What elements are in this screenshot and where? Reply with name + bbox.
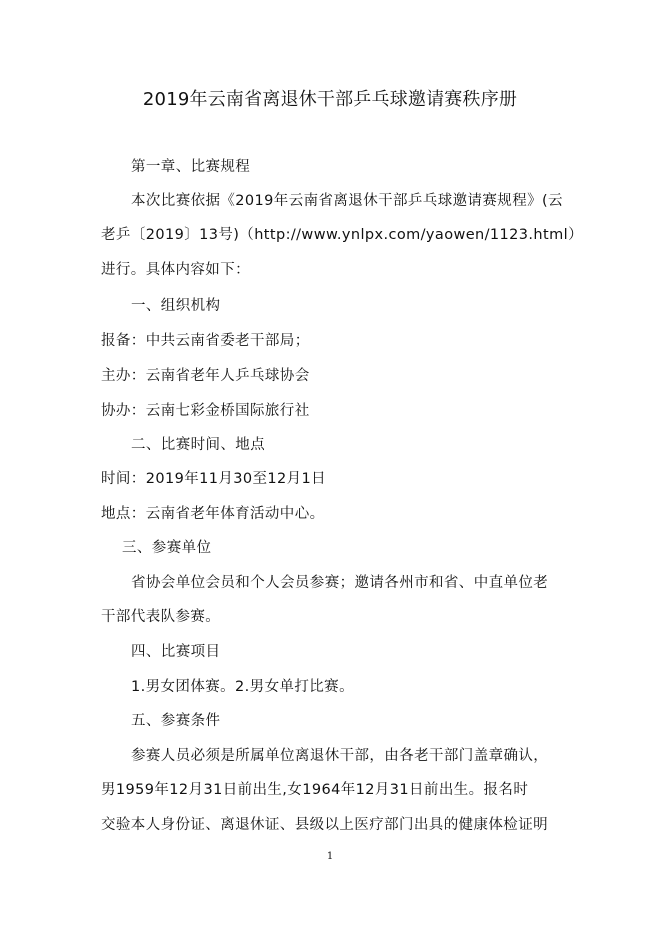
section-1-heading: 一、组织机构 (131, 298, 221, 314)
org-report: 报备：中共云南省委老干部局； (101, 333, 310, 349)
conditions-line-2: 男1959年12月31日前出生,女1964年12月31日前出生。报名时 (101, 782, 529, 798)
org-host: 主办：云南省老年人乒乓球协会 (101, 368, 310, 384)
units-line-2: 干部代表队参赛。 (101, 609, 221, 625)
chapter-heading: 第一章、比赛规程 (131, 159, 251, 175)
events-line: 1.男女团体赛。2.男女单打比赛。 (131, 679, 354, 695)
intro-line-3: 进行。具体内容如下： (101, 262, 250, 278)
intro-line-1: 本次比赛依据《2019年云南省离退休干部乒乓球邀请赛规程》(云 (131, 193, 563, 209)
units-line-1: 省协会单位会员和个人会员参赛；邀请各州市和省、中直单位老 (131, 575, 549, 591)
section-5-heading: 五、参赛条件 (131, 713, 221, 729)
section-3-heading: 三、参赛单位 (122, 540, 212, 556)
conditions-line-3: 交验本人身份证、离退休证、县级以上医疗部门出具的健康体检证明 (101, 817, 548, 833)
intro-line-2: 老乒〔2019〕13号)（http://www.ynlpx.com/yaowen/1123.html） (101, 227, 583, 243)
org-assist: 协办：云南七彩金桥国际旅行社 (101, 403, 310, 419)
event-time: 时间：2019年11月30至12月1日 (101, 471, 327, 487)
event-place: 地点：云南省老年体育活动中心。 (101, 506, 325, 522)
document-title: 2019年云南省离退休干部乒乓球邀请赛秩序册 (142, 89, 518, 110)
page-number: 1 (326, 851, 334, 862)
conditions-line-1: 参赛人员必须是所属单位离退休干部，由各老干部门盖章确认， (131, 748, 549, 764)
section-4-heading: 四、比赛项目 (131, 644, 221, 660)
section-2-heading: 二、比赛时间、地点 (131, 437, 266, 453)
